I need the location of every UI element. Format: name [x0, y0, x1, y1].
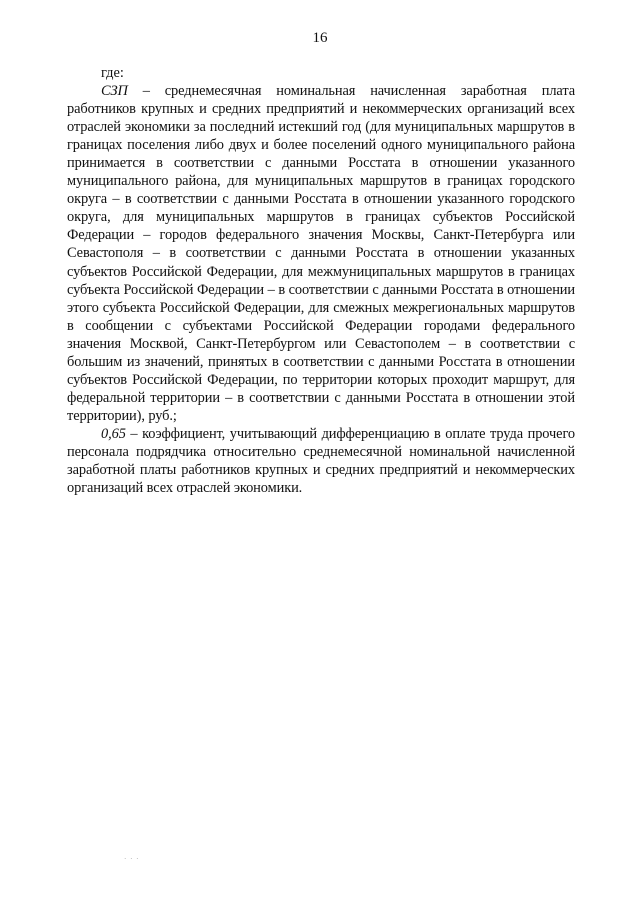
definition-szp-text: – среднемесячная номинальная начисленная заработная плата работников крупных и средних предприятий и некоммерческих организаций всех отраслей экономики за последний истекший год (для муниципальных маршрутов в границах поселения либо двух и более поселений одного муниципального района принимается в соответствии с данными Росстата в отношении указанного муниципального района, для муниципальных маршрутов в границах городского округа – в соответствии с данными Росстата в отношении указанного городского округа, для муниципальных маршрутов в границах субъектов Российской Федерации – городов федерального значения Москвы, Санкт-Петербурга или Севастополя – в соответствии с данными Росстата в отношении указанных субъектов Российской Федерации, для межмуниципальных маршрутов в границах субъекта Российской Федерации – в соответствии с данными Росстата в отношении этого субъекта Российской Федерации, для смежных межрегиональных маршрутов в сообщении с субъектами Российской Федерации городами федерального значения Москвой, Санкт-Петербургом или Севастополем – в соответствии с большим из значений, принятых в соответствии с данными Росстата в отношении субъектов Российской Федерации, по территории которых проходит маршрут, для федеральной территории – в соответствии с данными Росстата в отношении этой территории), руб.;: [67, 83, 575, 424]
variable-coefficient: 0,65: [101, 425, 126, 442]
definition-coefficient: [67, 425, 575, 497]
page-number: 16: [312, 30, 328, 46]
intro-label: где:: [101, 65, 124, 81]
definition-coefficient-text: – коэффициент, учитывающий дифференциацию в оплате труда прочего персонала подрядчика относительно среднемесячной номинальной начисленной заработной платы работников крупных и средних предприятий и некоммерческих организаций всех отраслей экономики.: [67, 425, 575, 497]
document-body: [67, 64, 575, 497]
scan-artifact: · · ·: [124, 855, 140, 863]
definition-szp: [67, 82, 575, 425]
variable-szp: СЗП: [101, 83, 128, 100]
